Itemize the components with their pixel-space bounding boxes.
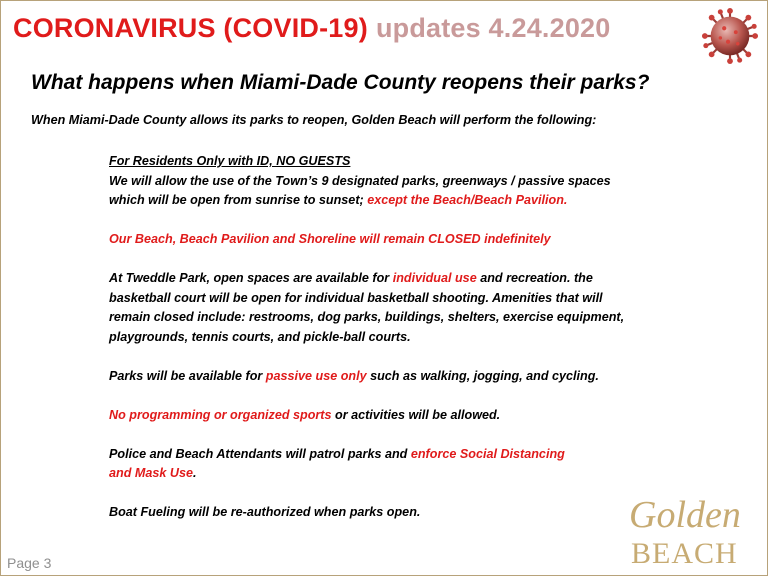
logo-beach: BEACH — [631, 537, 738, 570]
tweddle-line-1: At Tweddle Park, open spaces are available for — [109, 271, 393, 285]
patrol-period: . — [193, 466, 197, 480]
paragraph-patrol — [109, 445, 739, 484]
paragraph-passive-use — [109, 367, 739, 387]
paragraph-beach-closed: Our Beach, Beach Pavilion and Shoreline will remain CLOSED indefinitely — [109, 232, 551, 246]
body-text — [109, 152, 739, 542]
tweddle-line-1-end: and recreation. the — [476, 271, 593, 285]
no-programming: No programming or organized sports — [109, 407, 332, 422]
individual-use: individual use — [392, 271, 477, 285]
paragraph-boat-fueling: Boat Fueling will be re-authorized when parks open. — [109, 505, 421, 519]
coronavirus-icon — [701, 7, 759, 65]
enforce-distancing: enforce Social Distancing — [410, 446, 565, 461]
tweddle-line-2: basketball court will be open for individual basketball shooting. Amenities that will — [109, 290, 603, 305]
logo-golden: Golden — [629, 494, 741, 536]
passive-line-end: such as walking, jogging, and cycling. — [366, 368, 599, 383]
title-main: CORONAVIRUS (COVID-19) — [13, 13, 368, 43]
intro-text: When Miami-Dade County allows its parks to reopen, Golden Beach will perform the following: — [31, 113, 597, 127]
main-question: What happens when Miami-Dade County reopens their parks? — [31, 71, 650, 94]
golden-beach-logo — [613, 485, 759, 571]
residents-exception: except the Beach/Beach Pavilion. — [367, 193, 568, 207]
page-number: Page 3 — [7, 555, 52, 571]
paragraph-residents — [109, 152, 739, 211]
title-date: updates 4.24.2020 — [375, 13, 611, 43]
tweddle-line-3: remain closed include: restrooms, dog parks, buildings, shelters, exercise equipment, — [109, 310, 625, 324]
residents-line-2: which will be open from sunrise to sunset; — [109, 193, 368, 207]
residents-heading: For Residents Only with ID, NO GUESTS — [109, 154, 351, 168]
tweddle-line-4: playgrounds, tennis courts, and pickle-ball courts. — [109, 329, 411, 344]
paragraph-programming — [109, 406, 739, 426]
mask-use: and Mask Use — [109, 466, 193, 480]
residents-line-1: We will allow the use of the Town’s 9 designated parks, greenways / passive spaces — [109, 173, 611, 188]
passive-use-only: passive use only — [265, 368, 367, 383]
passive-line-start: Parks will be available for — [109, 368, 266, 383]
page-title — [13, 13, 610, 44]
programming-line-end: or activities will be allowed. — [331, 407, 501, 422]
patrol-line-1: Police and Beach Attendants will patrol parks and — [109, 446, 411, 461]
paragraph-tweddle-park — [109, 269, 739, 347]
